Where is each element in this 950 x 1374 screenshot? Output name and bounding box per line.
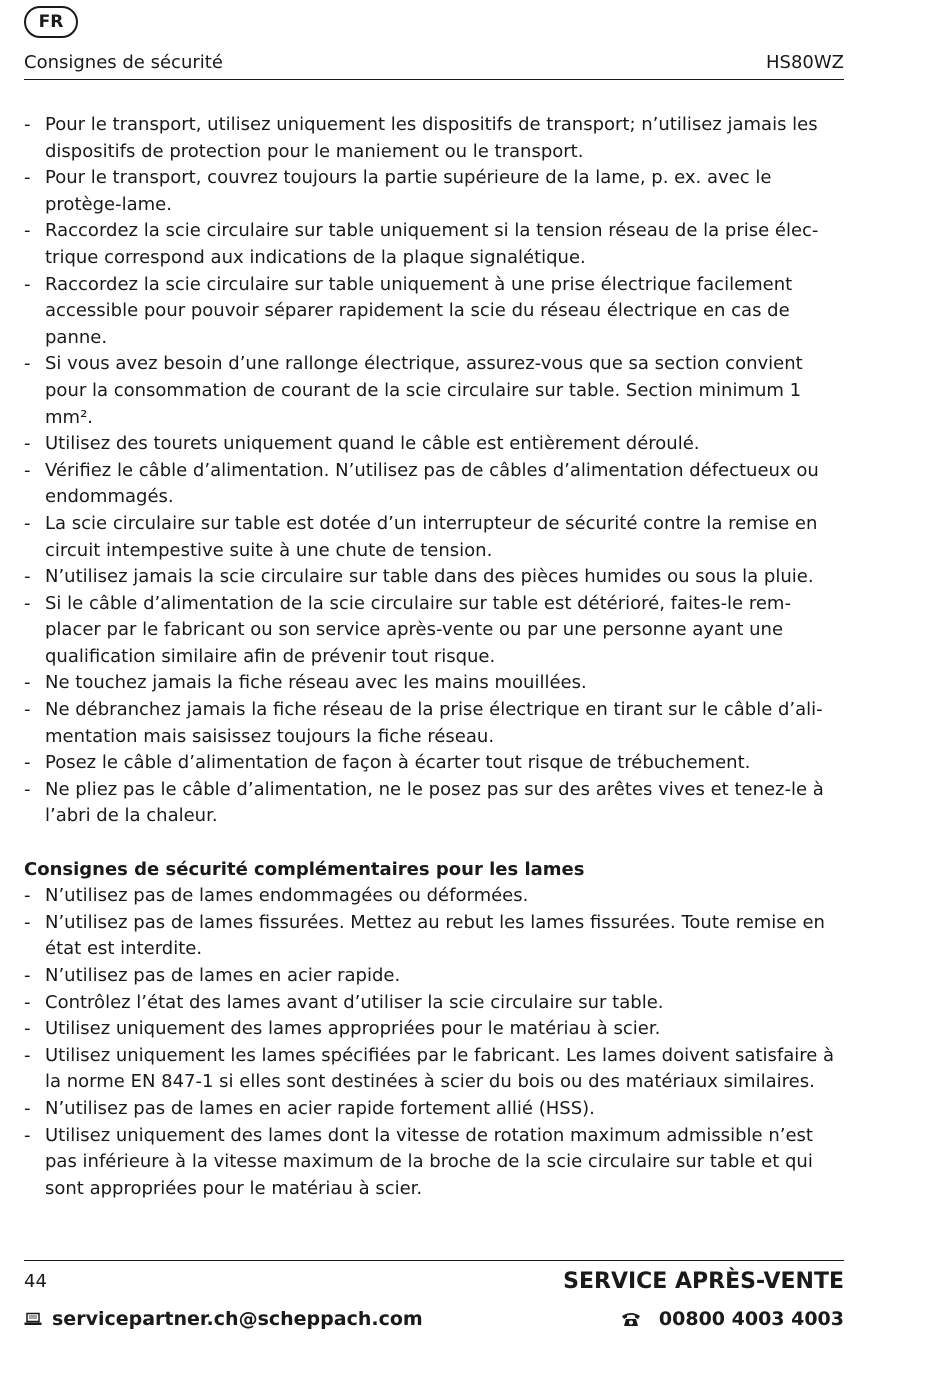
service-heading: SERVICE APRÈS-VENTE bbox=[563, 1269, 844, 1294]
list-item bbox=[24, 272, 844, 352]
list-item-text: Utilisez uniquement des lames appropriées pour le matériau à scier. bbox=[45, 1018, 661, 1040]
bullet-dash: - bbox=[24, 885, 31, 907]
list-item bbox=[24, 431, 844, 458]
list-item-text: Pour le transport, utilisez uniquement les dispositifs de transport; n’utilisez jamais les dispositifs de protection pour le maniement ou le transport. bbox=[45, 114, 818, 162]
list-item bbox=[24, 1096, 844, 1123]
list-item bbox=[24, 1123, 844, 1203]
list-item bbox=[24, 670, 844, 697]
list-item bbox=[24, 564, 844, 591]
list-item-text: Pour le transport, couvrez toujours la partie supérieure de la lame, p. ex. avec le protège-lame. bbox=[45, 167, 772, 215]
list-item bbox=[24, 351, 844, 431]
list-item bbox=[24, 511, 844, 564]
page-content bbox=[24, 112, 844, 1202]
footer-email-block bbox=[24, 1305, 423, 1333]
page-number: 44 bbox=[24, 1271, 47, 1292]
list-item bbox=[24, 750, 844, 777]
list-item bbox=[24, 990, 844, 1017]
bullet-dash: - bbox=[24, 1124, 31, 1146]
bullet-dash: - bbox=[24, 1097, 31, 1119]
list-item-text: N’utilisez pas de lames en acier rapide fortement allié (HSS). bbox=[45, 1097, 595, 1119]
bullet-dash: - bbox=[24, 699, 31, 721]
bullet-dash: - bbox=[24, 220, 31, 242]
section-heading-blades: Consignes de sécurité complémentaires pour les lames bbox=[24, 858, 585, 880]
list-item-text: Ne touchez jamais la fiche réseau avec les mains mouillées. bbox=[45, 672, 587, 694]
header-model-number: HS80WZ bbox=[766, 52, 844, 73]
service-phone-number[interactable]: 00800 4003 4003 bbox=[658, 1308, 844, 1330]
list-item-text: Ne pliez pas le câble d’alimentation, ne le posez pas sur des arêtes vives et tenez-le à l’abri de la chaleur. bbox=[45, 778, 824, 827]
language-badge: FR bbox=[24, 6, 78, 38]
bullet-dash: - bbox=[24, 752, 31, 774]
bullet-dash: - bbox=[24, 592, 31, 614]
blade-safety-instructions-list bbox=[24, 883, 844, 1202]
list-item-text: Contrôlez l’état des lames avant d’utiliser la scie circulaire sur table. bbox=[45, 991, 664, 1013]
list-item bbox=[24, 165, 844, 218]
list-item-text: Posez le câble d’alimentation de façon à écarter tout risque de trébuchement. bbox=[45, 752, 751, 774]
list-item bbox=[24, 218, 844, 271]
footer-phone-block bbox=[621, 1305, 844, 1333]
bullet-dash: - bbox=[24, 353, 31, 375]
bullet-dash: - bbox=[24, 433, 31, 455]
list-item bbox=[24, 112, 844, 165]
header-section-title: Consignes de sécurité bbox=[24, 52, 223, 73]
list-item-text: La scie circulaire sur table est dotée d’un interrupteur de sécurité contre la remise en circuit intempestive suite à une chute de tension. bbox=[45, 512, 818, 561]
list-item-text: N’utilisez jamais la scie circulaire sur table dans des pièces humides ou sous la pluie. bbox=[45, 566, 814, 588]
list-item-text: Utilisez des tourets uniquement quand le câble est entièrement déroulé. bbox=[45, 433, 700, 455]
list-item bbox=[24, 697, 844, 750]
list-item-text: Raccordez la scie circulaire sur table uniquement à une prise électrique facilement accessible pour pouvoir séparer rapidement la scie du réseau électrique en cas de panne. bbox=[45, 273, 793, 348]
bullet-dash: - bbox=[24, 459, 31, 481]
list-item-text: Utilisez uniquement des lames dont la vitesse de rotation maximum admissible n’est pas inférieure à la vitesse maximum de la broche de la scie circulaire sur table et qui sont appropriées pour le matériau à scier. bbox=[45, 1124, 813, 1199]
list-item bbox=[24, 963, 844, 990]
bullet-dash: - bbox=[24, 566, 31, 588]
list-item bbox=[24, 910, 844, 963]
bullet-dash: - bbox=[24, 512, 31, 534]
list-item bbox=[24, 883, 844, 910]
bullet-dash: - bbox=[24, 1018, 31, 1040]
list-item bbox=[24, 1016, 844, 1043]
list-item-text: Ne débranchez jamais la fiche réseau de la prise électrique en tirant sur le câble d’ali-mentation mais saisissez toujours la fiche réseau. bbox=[45, 699, 823, 747]
list-item bbox=[24, 777, 844, 830]
list-item-text: Utilisez uniquement les lames spécifiées par le fabricant. Les lames doivent satisfaire à la norme EN 847-1 si elles sont destinées à scier du bois ou des matériaux similaires. bbox=[45, 1044, 835, 1093]
page-header bbox=[24, 50, 844, 80]
safety-instructions-list bbox=[24, 112, 844, 830]
telephone-icon bbox=[621, 1311, 641, 1327]
list-item-text: Si vous avez besoin d’une rallonge électrique, assurez-vous que sa section convient pour la consommation de courant de la scie circulaire sur table. Section minimum 1 mm². bbox=[45, 353, 803, 428]
footer-divider bbox=[24, 1260, 844, 1261]
bullet-dash: - bbox=[24, 114, 31, 135]
list-item bbox=[24, 591, 844, 671]
list-item bbox=[24, 458, 844, 511]
laptop-icon bbox=[24, 1312, 42, 1326]
list-item-text: N’utilisez pas de lames en acier rapide. bbox=[45, 965, 401, 986]
list-item-text: Raccordez la scie circulaire sur table uniquement si la tension réseau de la prise élec-trique correspond aux indications de la plaque signalétique. bbox=[45, 220, 819, 268]
list-item-text: Si le câble d’alimentation de la scie circulaire sur table est détérioré, faites-le rem-placer par le fabricant ou son service après-vente ou par une personne ayant une qualification similaire afin de prévenir tout risque. bbox=[45, 592, 791, 667]
bullet-dash: - bbox=[24, 778, 31, 800]
bullet-dash: - bbox=[24, 965, 31, 986]
bullet-dash: - bbox=[24, 273, 31, 295]
bullet-dash: - bbox=[24, 911, 31, 933]
bullet-dash: - bbox=[24, 167, 31, 189]
list-item-text: N’utilisez pas de lames endommagées ou déformées. bbox=[45, 885, 529, 907]
bullet-dash: - bbox=[24, 1044, 31, 1066]
bullet-dash: - bbox=[24, 672, 31, 694]
list-item-text: N’utilisez pas de lames fissurées. Mettez au rebut les lames fissurées. Toute remise en état est interdite. bbox=[45, 911, 825, 960]
list-item-text: Vérifiez le câble d’alimentation. N’utilisez pas de câbles d’alimentation défectueux ou endommagés. bbox=[45, 459, 819, 508]
list-item bbox=[24, 1043, 844, 1096]
service-email[interactable]: servicepartner.ch@scheppach.com bbox=[52, 1308, 423, 1330]
bullet-dash: - bbox=[24, 991, 31, 1013]
